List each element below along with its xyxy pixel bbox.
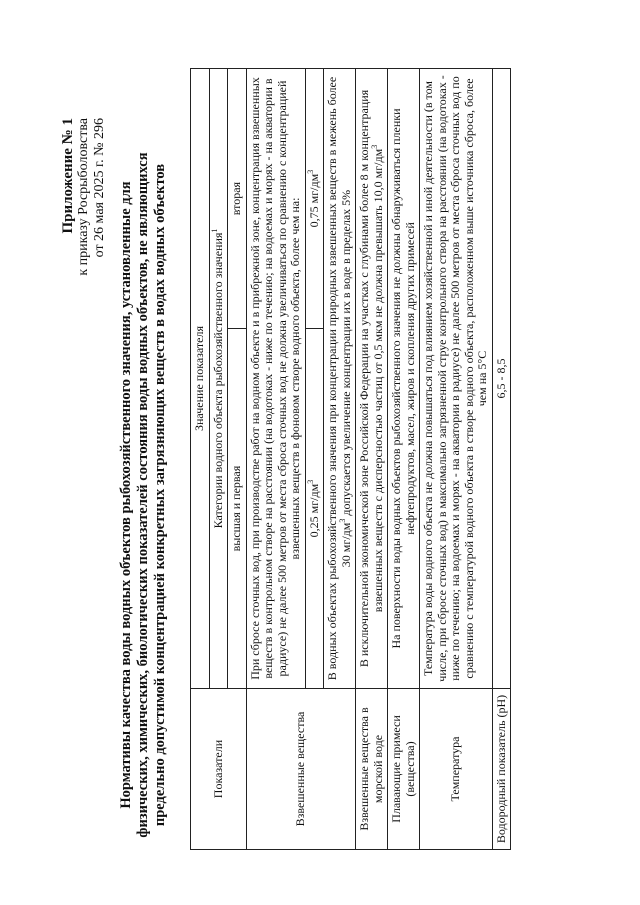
order-reference: к приказу Росрыболовства xyxy=(76,118,91,276)
table-row xyxy=(420,69,493,850)
table-row xyxy=(388,69,420,850)
row-name-ph: Водородный показатель (рН) xyxy=(492,689,511,850)
ph-value: 6,5 - 8,5 xyxy=(492,69,511,689)
norms-table xyxy=(190,68,511,850)
table-row xyxy=(356,69,388,850)
suspended-sea-text: В исключительной экономической зоне Российской Федерации на участках с глубинами более 8 м концентрация взвешенных веществ с дисперсностью частиц от 0,5 мкм не должна превышать 10,0 мг/дм xyxy=(357,89,385,668)
temperature-rule: Температура воды водного объекта не должна повышаться под влиянием хозяйственной и иной деятельности (в том числе, при сбросе сточных вод) в максимально загрязненной струе контрольного створа на расстоянии (на водотоках - ниже по течению; на водоемах и морях - на акватории в радиусе) не далее 500 метров от места сброса сточных вод по сравнению с температурой водного объекта в створе водного объекта, расположенном выше источника сброса, более чем на 5°С xyxy=(420,69,493,689)
table-row xyxy=(492,69,511,850)
suspended-high-value-text: 0,25 мг/дм xyxy=(306,483,321,538)
unit-sup: 3 xyxy=(305,479,315,484)
suspended-natural-text-a: В водных объектах рыбохозяйственного значения при концентрации природных взвешенных веществ в межень более 30 мг/дм xyxy=(325,76,353,681)
suspended-high-value xyxy=(305,329,324,689)
header-value: Значение показателя xyxy=(191,69,210,689)
row-name-suspended: Взвешенные вещества xyxy=(246,689,356,850)
category-footnote: 1 xyxy=(209,228,219,233)
header-category xyxy=(209,69,228,689)
suspended-natural-text-b: допускается увеличение концентрации их в воде в пределах 5% xyxy=(338,189,353,519)
suspended-second-value xyxy=(305,69,324,329)
row-name-temperature: Температура xyxy=(420,689,493,850)
unit-sup: 3 xyxy=(337,518,347,523)
appendix-number: Приложение № 1 xyxy=(60,118,76,234)
unit-sup: 3 xyxy=(305,169,315,174)
suspended-second-value-text: 0,75 мг/дм xyxy=(306,173,321,228)
order-date: от 26 мая 2025 г. № 296 xyxy=(92,118,107,258)
header-category-text: Категории водного объекта рыбохозяйственного значения xyxy=(210,232,225,529)
header-high-first: высшая и первая xyxy=(228,329,247,689)
appendix-header xyxy=(60,118,108,276)
row-name-floating: Плавающие примеси (вещества) xyxy=(388,689,420,850)
floating-rule: На поверхности воды водных объектов рыбохозяйственного значения не должны обнаруживаться пленки нефтепродуктов, масел, жиров и скопления других примесей xyxy=(388,69,420,689)
row-name-suspended-sea: Взвешенные вещества в морской воде xyxy=(356,689,388,850)
suspended-natural-rule xyxy=(324,69,356,689)
unit-sup: 3 xyxy=(369,144,379,149)
header-second: вторая xyxy=(228,69,247,329)
header-indicators: Показатели xyxy=(191,689,247,850)
document-title: Нормативы качества воды водных объектов рыбохозяйственного значения, установленные для физических, химических, биологических показателей состояния воды водных объектов, не являющихся предельно допустимой концентрацией конкретных загрязняющих веществ в водах водных объектов xyxy=(118,152,168,838)
suspended-sea-rule xyxy=(356,69,388,689)
table-row xyxy=(246,69,305,850)
suspended-rule: При сбросе сточных вод, при производстве работ на водном объекте и в прибрежной зоне, концентрация взвешенных веществ в контрольном створе на расстоянии (на водотоках - ниже по течению; на водоемах и морях - на акватории в радиусе) не далее 500 метров от места сброса сточных вод не должна увеличиваться по сравнению с концентрацией взвешенных веществ в фоновом створе водного объекта, более чем на: xyxy=(246,69,305,689)
